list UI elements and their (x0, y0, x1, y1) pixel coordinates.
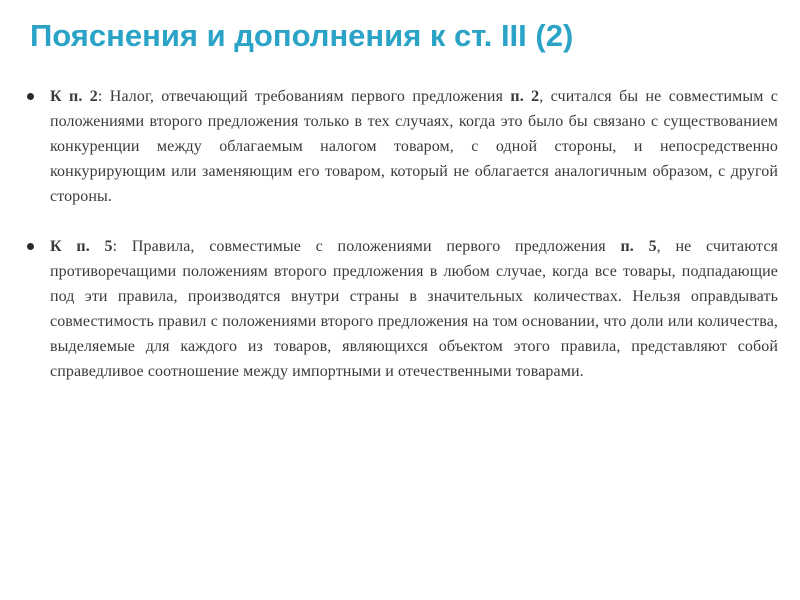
bullet-dot-icon (27, 93, 34, 100)
item-reference: К п. 5 (50, 238, 113, 255)
bullet-item-p2 (22, 84, 778, 209)
item-inline-reference: п. 2 (510, 88, 540, 105)
item-inline-reference: п. 5 (620, 238, 657, 255)
bullet-dot-icon (27, 243, 34, 250)
item-reference: К п. 2 (50, 88, 98, 105)
bullet-item-p5 (22, 234, 778, 384)
item-text-after: , не считаются противоречащими положениям второго предложения в любом случае, когда все товары, подпадающие под эти правила, производятся внутри страны в значительных количествах. Нельзя оправдывать совместимость правил с положениями второго предложения на том основании, что доли или количества, выделяемые для каждого из товаров, являющихся объектом этого правила, представляют собой справедливое соотношение между импортными и отечественными товарами. (50, 238, 778, 380)
item-text-before: : Налог, отвечающий требованиям первого предложения (97, 88, 511, 105)
item-text-before: : Правила, совместимые с положениями первого предложения (112, 238, 621, 255)
slide-title: Пояснения и дополнения к ст. III (2) (30, 18, 574, 53)
item-text-after: , считался бы не совместимым с положениями второго предложения только в тех случаях, когда это было бы связано с существованием конкуренции между облагаемым налогом товаром, с одной стороны, и непосредственно конкурирующим или заменяющим его товаром, который не облагается аналогичным образом, с другой стороны. (50, 88, 779, 205)
bullet-list (22, 84, 778, 384)
